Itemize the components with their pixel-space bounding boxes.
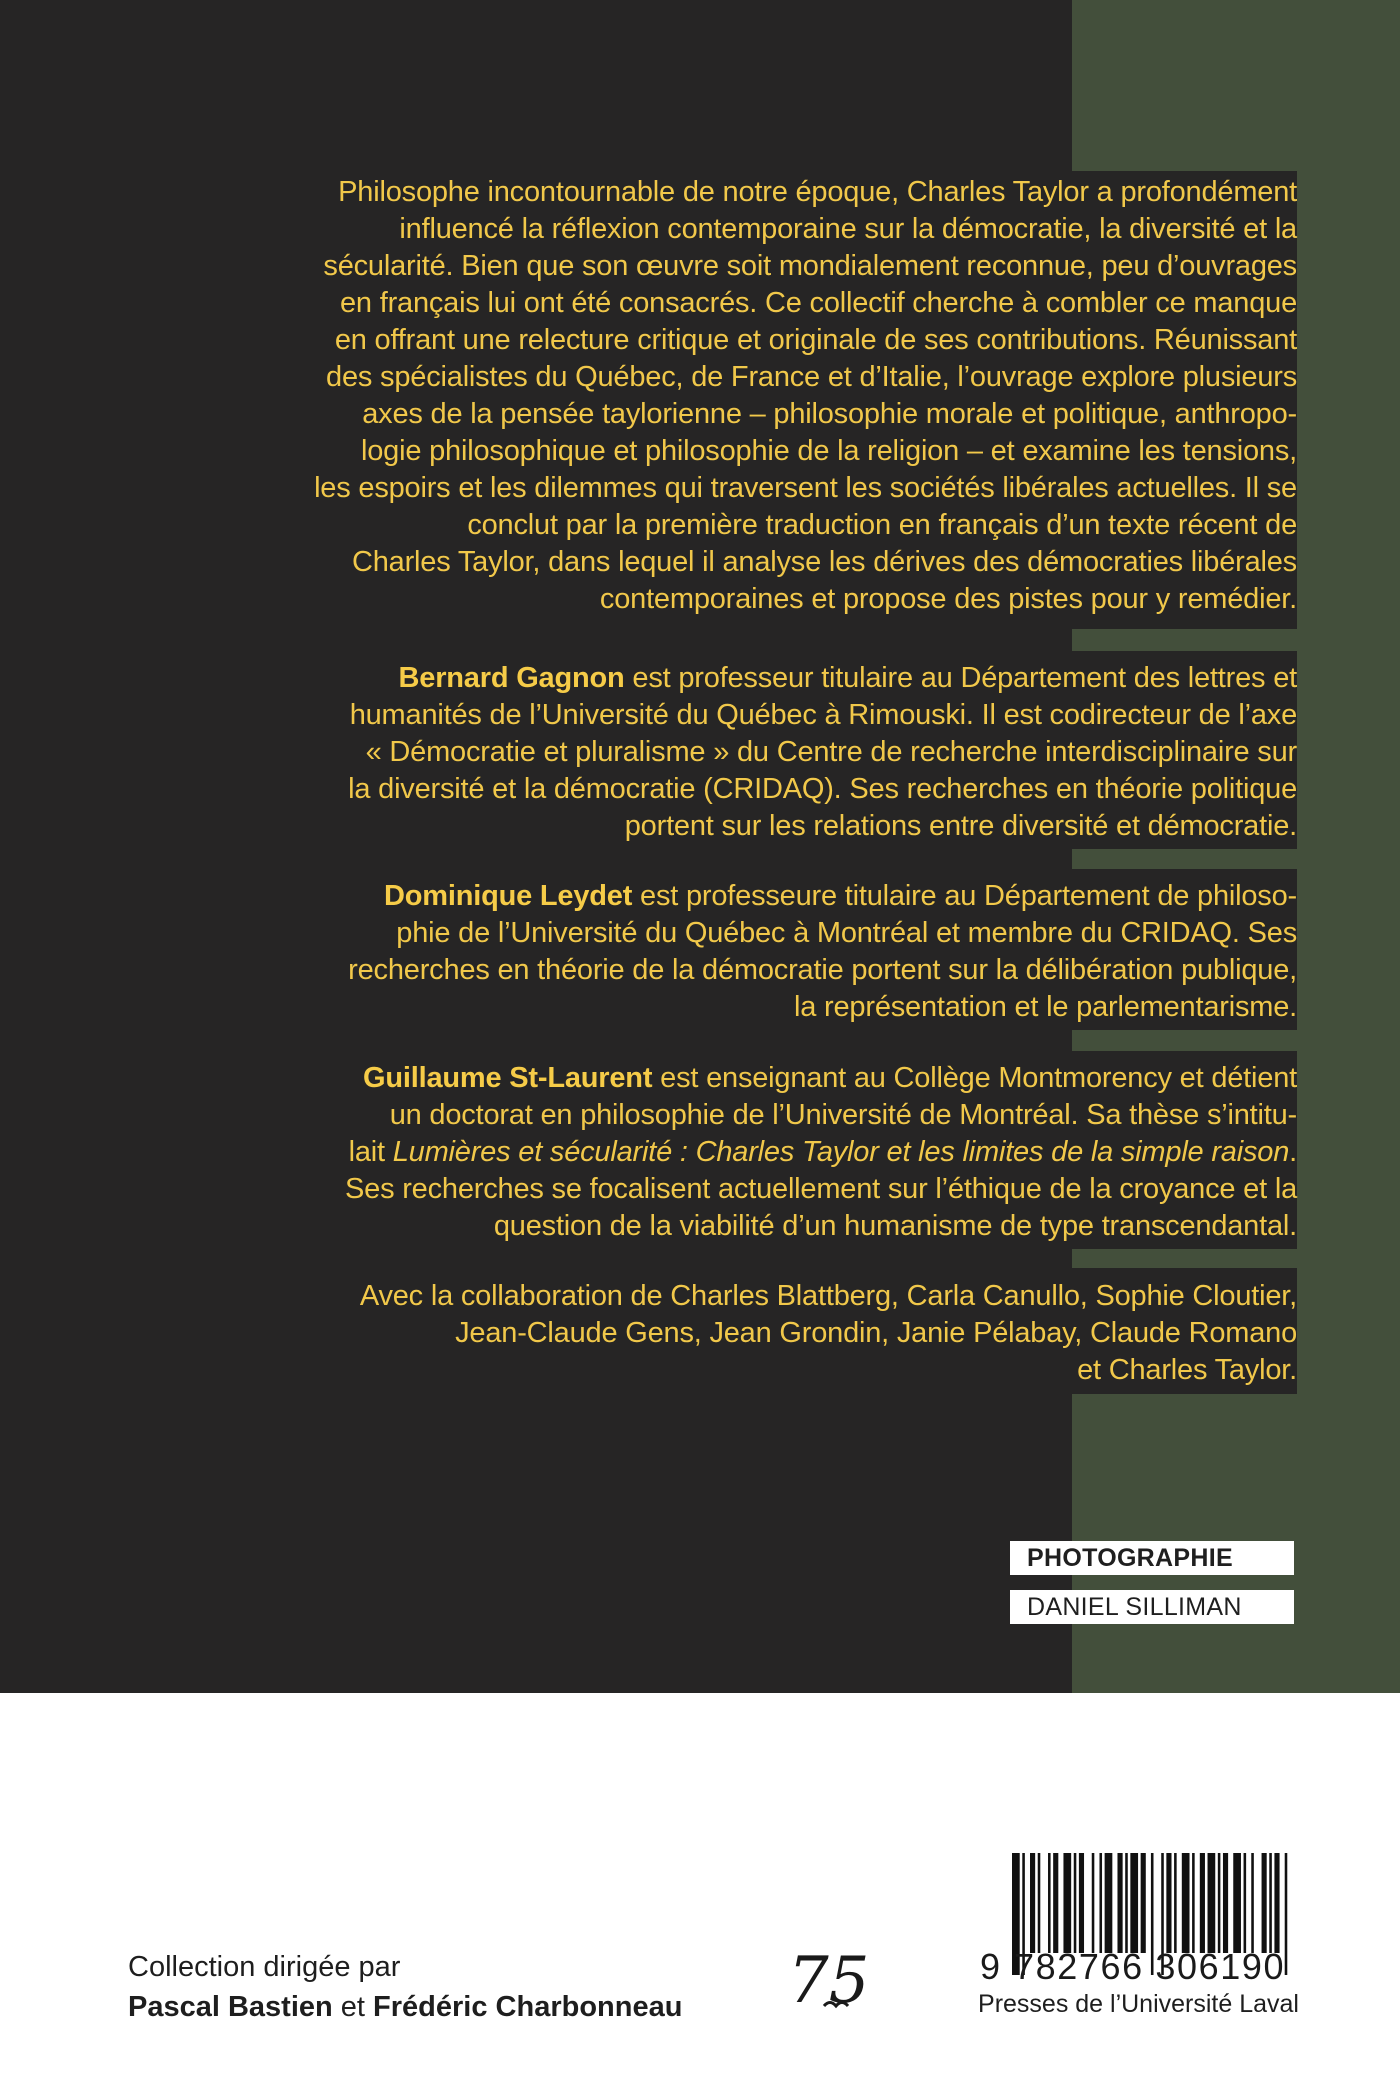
author-name: Guillaume St-Laurent — [363, 1062, 653, 1094]
photo-credit-name: DANIEL SILLIMAN — [1010, 1590, 1294, 1624]
collab-line: Jean-Claude Gens, Jean Grondin, Janie Pélabay, Claude Romano — [455, 1317, 1297, 1349]
summary-line: en offrant une relecture critique et originale de ses contributions. Réunissant — [334, 324, 1297, 356]
bio-text: lait — [348, 1136, 393, 1168]
director-name: Pascal Bastien — [128, 1991, 333, 2023]
summary-line: des spécialistes du Québec, de France et d’Italie, l’ouvrage explore plusieurs — [326, 361, 1297, 393]
bio-line: recherches en théorie de la démocratie portent sur la délibération publique, — [348, 954, 1297, 986]
summary-line: contemporaines et propose des pistes pour y remédier. — [599, 583, 1297, 615]
bio-line: un doctorat en philosophie de l’Université de Montréal. Sa thèse s’intitu- — [389, 1099, 1297, 1131]
summary-line: conclut par la première traduction en français d’un texte récent de — [467, 509, 1297, 541]
collab-line: Avec la collaboration de Charles Blattberg, Carla Canullo, Sophie Cloutier, — [359, 1280, 1297, 1312]
bio-leydet — [197, 869, 1297, 1030]
collection-label: Collection dirigée par — [128, 1951, 401, 1983]
bio-gagnon — [197, 651, 1297, 849]
summary-line: Charles Taylor, dans lequel il analyse les dérives des démocraties libérales — [352, 546, 1297, 578]
bio-text: . — [1289, 1136, 1297, 1168]
bio-line: portent sur les relations entre diversité et démocratie. — [624, 810, 1297, 842]
bio-first-line — [237, 878, 1297, 915]
summary-line: les espoirs et les dilemmes qui traversent les sociétés libérales actuelles. Il se — [314, 472, 1297, 504]
collaborators-block — [197, 1268, 1297, 1394]
summary-block — [197, 171, 1297, 629]
75th-anniversary-logo-icon — [784, 1940, 874, 2020]
summary-line: influencé la réflexion contemporaine sur la démocratie, la diversité et la — [399, 213, 1297, 245]
collection-info — [128, 1947, 682, 2027]
conjunction: et — [332, 1991, 374, 2023]
author-name: Bernard Gagnon — [398, 662, 625, 694]
summary-line: logie philosophique et philosophie de la religion – et examine les tensions, — [361, 435, 1297, 467]
summary-line: sécularité. Bien que son œuvre soit mondialement reconnue, peu d’ouvrages — [323, 250, 1297, 282]
bio-line: la représentation et le parlementarisme. — [794, 991, 1297, 1023]
director-name: Frédéric Charbonneau — [373, 1991, 683, 2023]
logo-text: 75 — [788, 1944, 870, 2018]
bio-line-thesis — [237, 1134, 1297, 1171]
summary-line: axes de la pensée taylorienne – philosophie morale et politique, anthropo- — [362, 398, 1297, 430]
bio-text: est professeure titulaire au Département de philoso- — [632, 880, 1297, 912]
collection-directors — [128, 1987, 682, 2027]
bio-first-line — [237, 1060, 1297, 1097]
isbn-first-digit: 9 — [980, 1946, 1001, 1987]
bio-line: humanités de l’Université du Québec à Rimouski. Il est codirecteur de l’axe — [349, 699, 1297, 731]
bio-line: « Démocratie et pluralisme » du Centre de recherche interdisciplinaire sur — [365, 736, 1297, 768]
bio-line: phie de l’Université du Québec à Montréal et membre du CRIDAQ. Ses — [396, 917, 1297, 949]
author-name: Dominique Leydet — [384, 880, 633, 912]
bio-text: est professeur titulaire au Département des lettres et — [624, 662, 1297, 694]
summary-line: Philosophe incontournable de notre époque, Charles Taylor a profondément — [338, 176, 1297, 208]
bio-stlaurent — [197, 1051, 1297, 1249]
summary-line: en français lui ont été consacrés. Ce collectif cherche à combler ce manque — [340, 287, 1297, 319]
thesis-title: Lumières et sécularité : Charles Taylor et les limites de la simple raison — [392, 1136, 1290, 1168]
bio-line: question de la viabilité d’un humanisme de type transcendantal. — [493, 1210, 1297, 1242]
bio-line: la diversité et la démocratie (CRIDAQ). Ses recherches en théorie politique — [348, 773, 1297, 805]
bio-line: Ses recherches se focalisent actuellement sur l’éthique de la croyance et la — [345, 1173, 1297, 1205]
publisher-name: Presses de l’Université Laval — [978, 1990, 1299, 2018]
isbn-digits: 782766 306190 — [1014, 1946, 1286, 1987]
collab-line: et Charles Taylor. — [1077, 1354, 1297, 1386]
bio-first-line — [237, 660, 1297, 697]
photo-credit-label: PHOTOGRAPHIE — [1010, 1541, 1294, 1575]
bio-text: est enseignant au Collège Montmorency et détient — [652, 1062, 1297, 1094]
